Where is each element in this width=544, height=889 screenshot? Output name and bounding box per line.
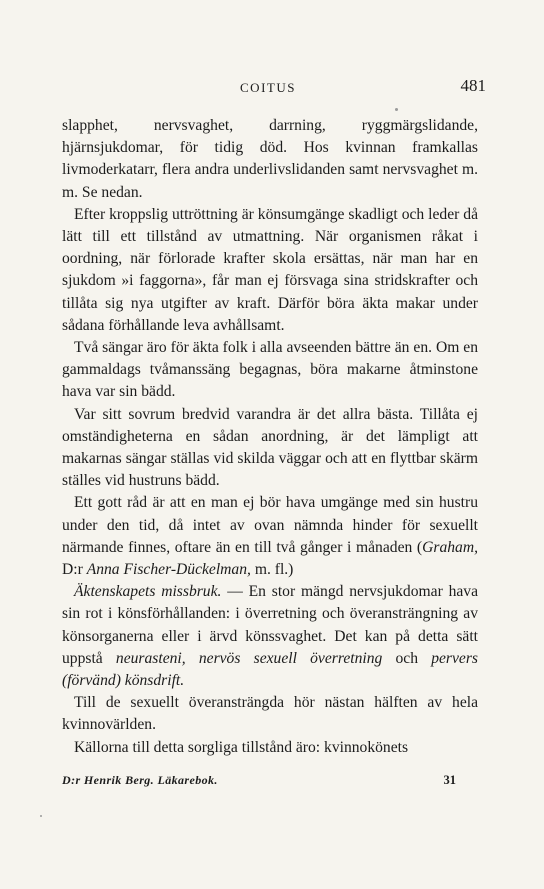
paragraph-1	[62, 115, 478, 204]
paragraph-4	[62, 404, 478, 493]
page-footer	[62, 773, 456, 793]
text-run: Två sängar äro för äkta folk i alla avseenden bättre än en. Om en gammaldags tvåmanssäng begagnas, böra makarne åtminstone hava var sin bädd.	[62, 339, 478, 401]
text-run: m. fl.)	[250, 561, 294, 579]
text-run: slapphet, nervsvaghet, darrning, ryggmärgslidande, hjärnsjukdomar, för tidig död. Hos kvinnan framkallas livmoderkatarr, flera andra underlivslidanden samt nervsvaghet m. m. Se nedan.	[62, 117, 478, 201]
paragraph-6	[62, 581, 478, 692]
text-run: Ett gott råd är att en man ej bör hava umgänge med sin hustru under den tid, då intet av ovan nämnda hinder för sexuellt närmande finnes, oftare än en till två gånger i månaden (	[62, 494, 478, 556]
signature-mark: 31	[443, 773, 456, 787]
body-text	[62, 115, 478, 758]
text-run: Var sitt sovrum bredvid varandra är det allra bästa. Tillåta ej omständigheterna en sådan anordning, är det lämpligt att makarnas sängar ställas vid skilda väggar och att en flyttbar skärm ställes vid hustruns bädd.	[62, 405, 478, 490]
text-run: Efter kroppslig uttröttning är könsumgänge skadligt och leder då lätt till ett tillstånd av utmattning. När organismen råkat i oordning, när förlorade krafter skola ersättas, när man har en sjukdom »i faggorna», får man ej försvaga sina stridskrafter och tillåta sig nya utgifter av kraft. Därför böra äkta makar under sådana förhållande leva avhållsamt.	[62, 205, 478, 334]
page-header	[50, 76, 486, 98]
italic-run: neurasteni, nervös sexuell överretning	[115, 649, 383, 667]
text-run: och	[382, 649, 432, 667]
paper-speck	[395, 108, 398, 111]
printer-signature: D:r Henrik Berg. Läkarebok.	[62, 773, 218, 787]
paragraph-8	[62, 737, 478, 758]
paragraph-7	[62, 692, 478, 736]
paragraph-3	[62, 337, 478, 404]
italic-run: Anna Fischer-Dückelman,	[86, 561, 251, 579]
running-title: COITUS	[240, 80, 296, 95]
text-run: D:r	[62, 561, 87, 579]
text-run: — En stor mängd nervsjukdomar hava sin rot i könsförhållanden: i överretning och överansträngning av könsorganerna eller i ärvd könssvaghet. Det kan på detta sätt uppstå	[62, 583, 479, 667]
italic-run: Graham,	[422, 538, 478, 556]
paragraph-2	[62, 204, 478, 337]
text-run: Källorna till detta sorgliga tillstånd äro: kvinnokönets	[74, 738, 409, 756]
italic-run: pervers (förvänd) könsdrift.	[62, 649, 478, 690]
italic-run: Äktenskapets missbruk.	[74, 583, 222, 601]
page-number: 481	[460, 76, 486, 95]
paragraph-5	[62, 492, 478, 581]
paper-speck	[40, 815, 42, 817]
text-run: Till de sexuellt överansträngda hör nästan hälften av hela kvinnovärlden.	[62, 694, 478, 734]
